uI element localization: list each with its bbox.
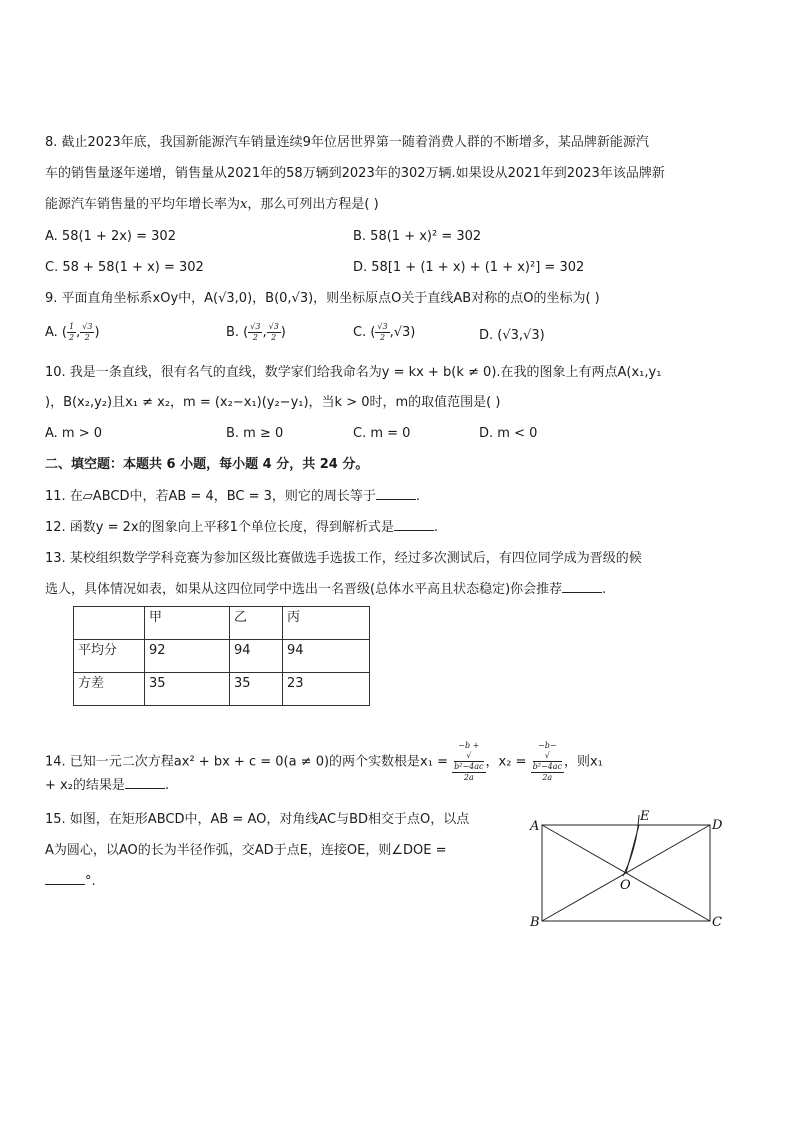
- q8-line2: 车的销售量逐年递增，销售量从2021年的58万辆到2023年的302万辆.如果设从2021年到2023年该品牌新: [45, 166, 665, 181]
- q9-option-d: D. (√3,√3): [479, 328, 545, 343]
- q11-text: 11. 在▱ABCD中，若AB = 4，BC = 3，则它的周长等于: [45, 489, 376, 504]
- q12-period: .: [433, 520, 439, 535]
- q14-text-a: 14. 已知一元二次方程ax² + bx + c = 0(a ≠ 0)的两个实数根是x₁ =: [45, 754, 448, 770]
- q8-line3-a: 能源汽车销售量的平均年增长率为: [45, 197, 241, 212]
- table-header-row: [74, 607, 370, 640]
- q9-option-a: A. ( $\frac{1}{2}$ , $\frac{√3}{2}$ ): [45, 322, 100, 342]
- q13-period: .: [602, 582, 607, 597]
- table-cell: 23: [283, 673, 370, 706]
- q10-option-c: C. m = 0: [353, 426, 411, 441]
- q15-line1: 15. 如图，在矩形ABCD中，AB = AO，对角线AC与BD相交于点O，以点: [45, 812, 470, 827]
- table-row: [74, 640, 370, 673]
- q8-line3: [45, 195, 379, 215]
- q13-line1: 13. 某校组织数学学科竞赛为参加区级比赛做选手选拔工作，经过多次测试后，有四位同学成为晋级的候: [45, 551, 642, 566]
- q9-b-prefix: B. (: [226, 325, 249, 340]
- q11-period: .: [415, 489, 421, 504]
- q8-line1: 8. 截止2023年底，我国新能源汽车销量连续9年位居世界第一随着消费人群的不断增多，某品牌新能源汽: [45, 135, 649, 150]
- q9-c-frac1: $\frac{√3}{2}$: [377, 322, 388, 342]
- q9-a-prefix: A. (: [45, 325, 68, 340]
- q9-option-c: [353, 322, 415, 343]
- q15-line3: [45, 872, 96, 892]
- table-header-cell: [74, 607, 145, 640]
- table-cell: 35: [145, 673, 230, 706]
- q12-text: 12. 函数y = 2x的图象向上平移1个单位长度，得到解析式是: [45, 520, 394, 535]
- q13-line2: [45, 580, 606, 600]
- table-header-cell: 甲: [145, 607, 230, 640]
- q11: [45, 487, 420, 507]
- table-cell: 方差: [74, 673, 145, 706]
- q9-c-prefix: C. (: [353, 325, 376, 340]
- label-a: A: [530, 819, 540, 834]
- q10-option-d: D. m < 0: [479, 426, 538, 441]
- q14-x2-fraction: −b− √ b²−4ac 2a: [532, 741, 562, 782]
- table-cell: 92: [145, 640, 230, 673]
- q10-option-b: B. m ≥ 0: [226, 426, 284, 441]
- q10-line1: 10. 我是一条直线，很有名气的直线，数学家们给我命名为y = kx + b(k ≠ 0).在我的图象上有两点A(x₁,y₁: [45, 365, 662, 380]
- label-b: B: [530, 915, 540, 930]
- q15-degree: °.: [85, 874, 96, 889]
- q9-b-frac1: $\frac{√3}{2}$: [250, 322, 261, 342]
- label-o: O: [620, 878, 631, 893]
- table-cell: 94: [230, 640, 283, 673]
- label-e: E: [640, 809, 650, 824]
- q9-b-frac2: $\frac{√3}{2}$: [268, 322, 279, 342]
- q10-option-a: A. m > 0: [45, 426, 103, 441]
- q8-var-x: x: [240, 197, 248, 212]
- table-row: [74, 673, 370, 706]
- q12-answer-blank[interactable]: [394, 518, 434, 531]
- table-header-cell: 乙: [230, 607, 283, 640]
- q15-rectangle-figure: [520, 800, 730, 935]
- q14-x1-fraction: −b + √ b²−4ac 2a: [454, 741, 484, 782]
- q9-c-tail: ,√3): [389, 325, 416, 340]
- q13-score-table: [73, 606, 370, 706]
- q10-line2: )，B(x₂,y₂)且x₁ ≠ x₂，m = (x₂−x₁)(y₂−y₁)，当k > 0时，m的取值范围是( ): [45, 395, 501, 410]
- q14-period: .: [164, 778, 170, 793]
- label-d: D: [712, 818, 723, 833]
- q8-option-d: D. 58[1 + (1 + x) + (1 + x)²] = 302: [353, 260, 585, 275]
- q8-line3-b: ，那么可列出方程是( ): [247, 197, 379, 212]
- q14-answer-blank[interactable]: [125, 776, 165, 789]
- table-cell: 35: [230, 673, 283, 706]
- q15-line2: A为圆心，以AO的长为半径作弧，交AD于点E，连接OE，则∠DOE =: [45, 843, 447, 858]
- q8-option-c: C. 58 + 58(1 + x) = 302: [45, 260, 204, 275]
- label-c: C: [712, 915, 722, 930]
- q8-option-b: B. 58(1 + x)² = 302: [353, 229, 482, 244]
- q14-line2-text: + x₂的结果是: [45, 778, 125, 793]
- q12: [45, 518, 438, 538]
- q9-option-b: B. ( $\frac{√3}{2}$ , $\frac{√3}{2}$ ): [226, 322, 286, 342]
- q14-text-mid: ，x₂ =: [485, 754, 527, 770]
- q14-line2: [45, 776, 169, 796]
- section-2-heading: 二、填空题：本题共 6 小题，每小题 4 分，共 24 分。: [45, 457, 369, 472]
- q11-answer-blank[interactable]: [376, 487, 416, 500]
- table-cell: 平均分: [74, 640, 145, 673]
- q8-option-a: A. 58(1 + 2x) = 302: [45, 229, 176, 244]
- table-header-cell: 丙: [283, 607, 370, 640]
- q9-text: 9. 平面直角坐标系xOy中，A(√3,0)，B(0,√3)，则坐标原点O关于直线AB对称的点O的坐标为( ): [45, 291, 600, 306]
- table-cell: 94: [283, 640, 370, 673]
- q13-line2-text: 选人，具体情况如表，如果从这四位同学中选出一名晋级(总体水平高且状态稳定)你会推荐: [45, 582, 563, 597]
- q14-text-c: ，则x₁: [563, 754, 603, 770]
- q9-a-frac2: $\frac{√3}{2}$: [82, 322, 93, 342]
- q15-answer-blank[interactable]: [45, 872, 85, 885]
- q9-a-frac1: $\frac{1}{2}$: [69, 322, 75, 342]
- q13-answer-blank[interactable]: [562, 580, 602, 593]
